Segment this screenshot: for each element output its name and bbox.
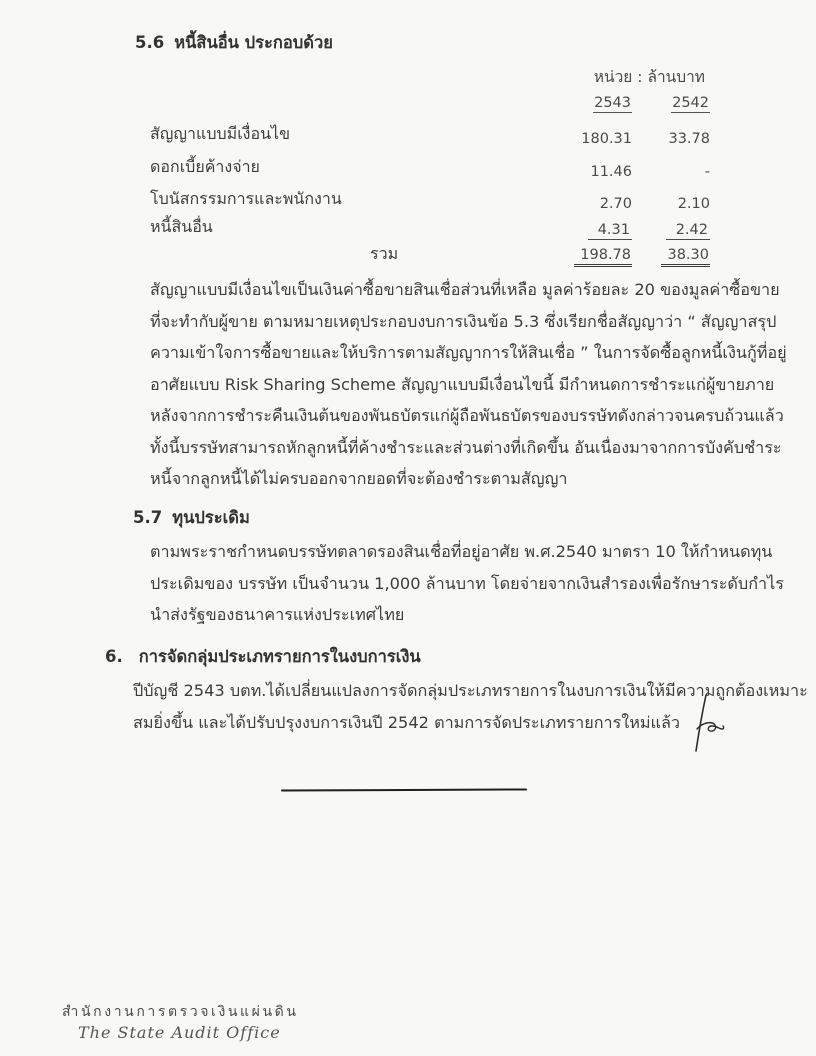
section-5-7-paragraph [150, 536, 790, 631]
column-header-2543: 2543 [594, 95, 631, 111]
row-value-2542: 33.78 [668, 131, 710, 147]
row-value-2543: 11.46 [590, 164, 632, 180]
paragraph-line: ตามพระราชกำหนดบรรษัทตลาดรองสินเชื่อที่อยู่อาศัย พ.ศ.2540 มาตรา 10 ให้กำหนดทุน [150, 542, 773, 561]
horizontal-divider [281, 788, 527, 791]
row-value-2542: 2.42 [632, 222, 710, 240]
row-label: ดอกเบี้ยค้างจ่าย [150, 157, 260, 176]
section-5-6-paragraph [150, 274, 790, 495]
row-label: สัญญาแบบมีเงื่อนไข [150, 124, 290, 143]
total-label: รวม [370, 244, 399, 263]
total-value-2543: 198.78 [552, 247, 632, 267]
unit-label: หน่วย : ล้านบาท [593, 68, 705, 86]
footer-org-english: The State Audit Office [78, 1023, 281, 1042]
table-row [150, 155, 710, 180]
section-number: 5.7 [133, 508, 163, 527]
row-value-2543: 4.31 [552, 222, 632, 240]
row-value-2542: 2.10 [677, 196, 710, 212]
paragraph-line: ประเดิมของ บรรษัท เป็นจำนวน 1,000 ล้านบาท โดยจ่ายจากเงินสำรองเพื่อรักษาระดับกำไร [150, 573, 784, 593]
row-value-2543: 2.70 [599, 196, 632, 212]
footer-org-thai: สำนักงานการตรวจเงินแผ่นดิน [62, 1004, 299, 1020]
table-header-row [150, 95, 710, 113]
table-row [150, 215, 710, 240]
paragraph-line: ปีบัญชี 2543 บตท.ได้เปลี่ยนแปลงการจัดกลุ่มประเภทรายการในงบการเงินให้มีความถูกต้องเหมาะ [133, 681, 808, 700]
paragraph-line: สัญญาแบบมีเงื่อนไขเป็นเงินค่าซื้อขายสินเชื่อส่วนที่เหลือ มูลค่าร้อยละ 20 ของมูลค่าซื้อขาย [150, 280, 780, 299]
section-title: หนี้สินอื่น ประกอบด้วย [174, 33, 333, 52]
section-title: การจัดกลุ่มประเภทรายการในงบการเงิน [138, 647, 421, 666]
paragraph-line: นำส่งรัฐของธนาคารแห่งประเทศไทย [150, 605, 405, 624]
table-total-row [150, 242, 710, 267]
paragraph-line: หลังจากการชำระคืนเงินต้นของพันธบัตรแก่ผู้ถือพันธบัตรของบรรษัทดังกล่าวจนครบถ้วนแล้ว [150, 406, 784, 425]
table-row [150, 122, 710, 147]
section-title: ทุนประเดิม [172, 508, 250, 527]
column-header-2542: 2542 [672, 95, 709, 111]
paragraph-line: ทั้งนี้บรรษัทสามารถหักลูกหนี้ที่ค้างชำระและส่วนต่างที่เกิดขึ้น อันเนื่องมาจากการบังคับชำระ [150, 437, 782, 457]
row-value-2543: 180.31 [581, 131, 632, 147]
row-value-2542: - [704, 164, 710, 180]
section-6-heading [105, 644, 421, 670]
total-value-2542: 38.30 [632, 247, 710, 267]
signature-initial-icon [686, 693, 732, 755]
paragraph-line: ที่จะทำกับผู้ขาย ตามหมายเหตุประกอบงบการเงินข้อ 5.3 ซึ่งเรียกชื่อสัญญาว่า “ สัญญาสรุป [150, 311, 777, 331]
table-row [150, 187, 710, 212]
row-label: หนี้สินอื่น [150, 217, 213, 236]
paragraph-line: ความเข้าใจการซื้อขายและให้บริการตามสัญญาการให้สินเชื่อ ” ในการจัดซื้อลูกหนี้เงินกู้ที่อยู่ [150, 343, 787, 362]
section-5-7-heading [133, 505, 250, 531]
paragraph-line: อาศัยแบบ Risk Sharing Scheme สัญญาแบบมีเงื่อนไขนี้ มีกำหนดการชำระแก่ผู้ขายภาย [150, 374, 775, 394]
section-number: 6. [105, 647, 123, 666]
section-5-6-heading [135, 30, 333, 56]
paragraph-line: หนี้จากลูกหนี้ได้ไม่ครบออกจากยอดที่จะต้องชำระตามสัญญา [150, 469, 568, 488]
section-number: 5.6 [135, 33, 165, 52]
row-label: โบนัสกรรมการและพนักงาน [150, 189, 342, 208]
paragraph-line: สมยิ่งขึ้น และได้ปรับปรุงงบการเงินปี 2542 ตามการจัดประเภทรายการใหม่แล้ว [133, 712, 680, 732]
